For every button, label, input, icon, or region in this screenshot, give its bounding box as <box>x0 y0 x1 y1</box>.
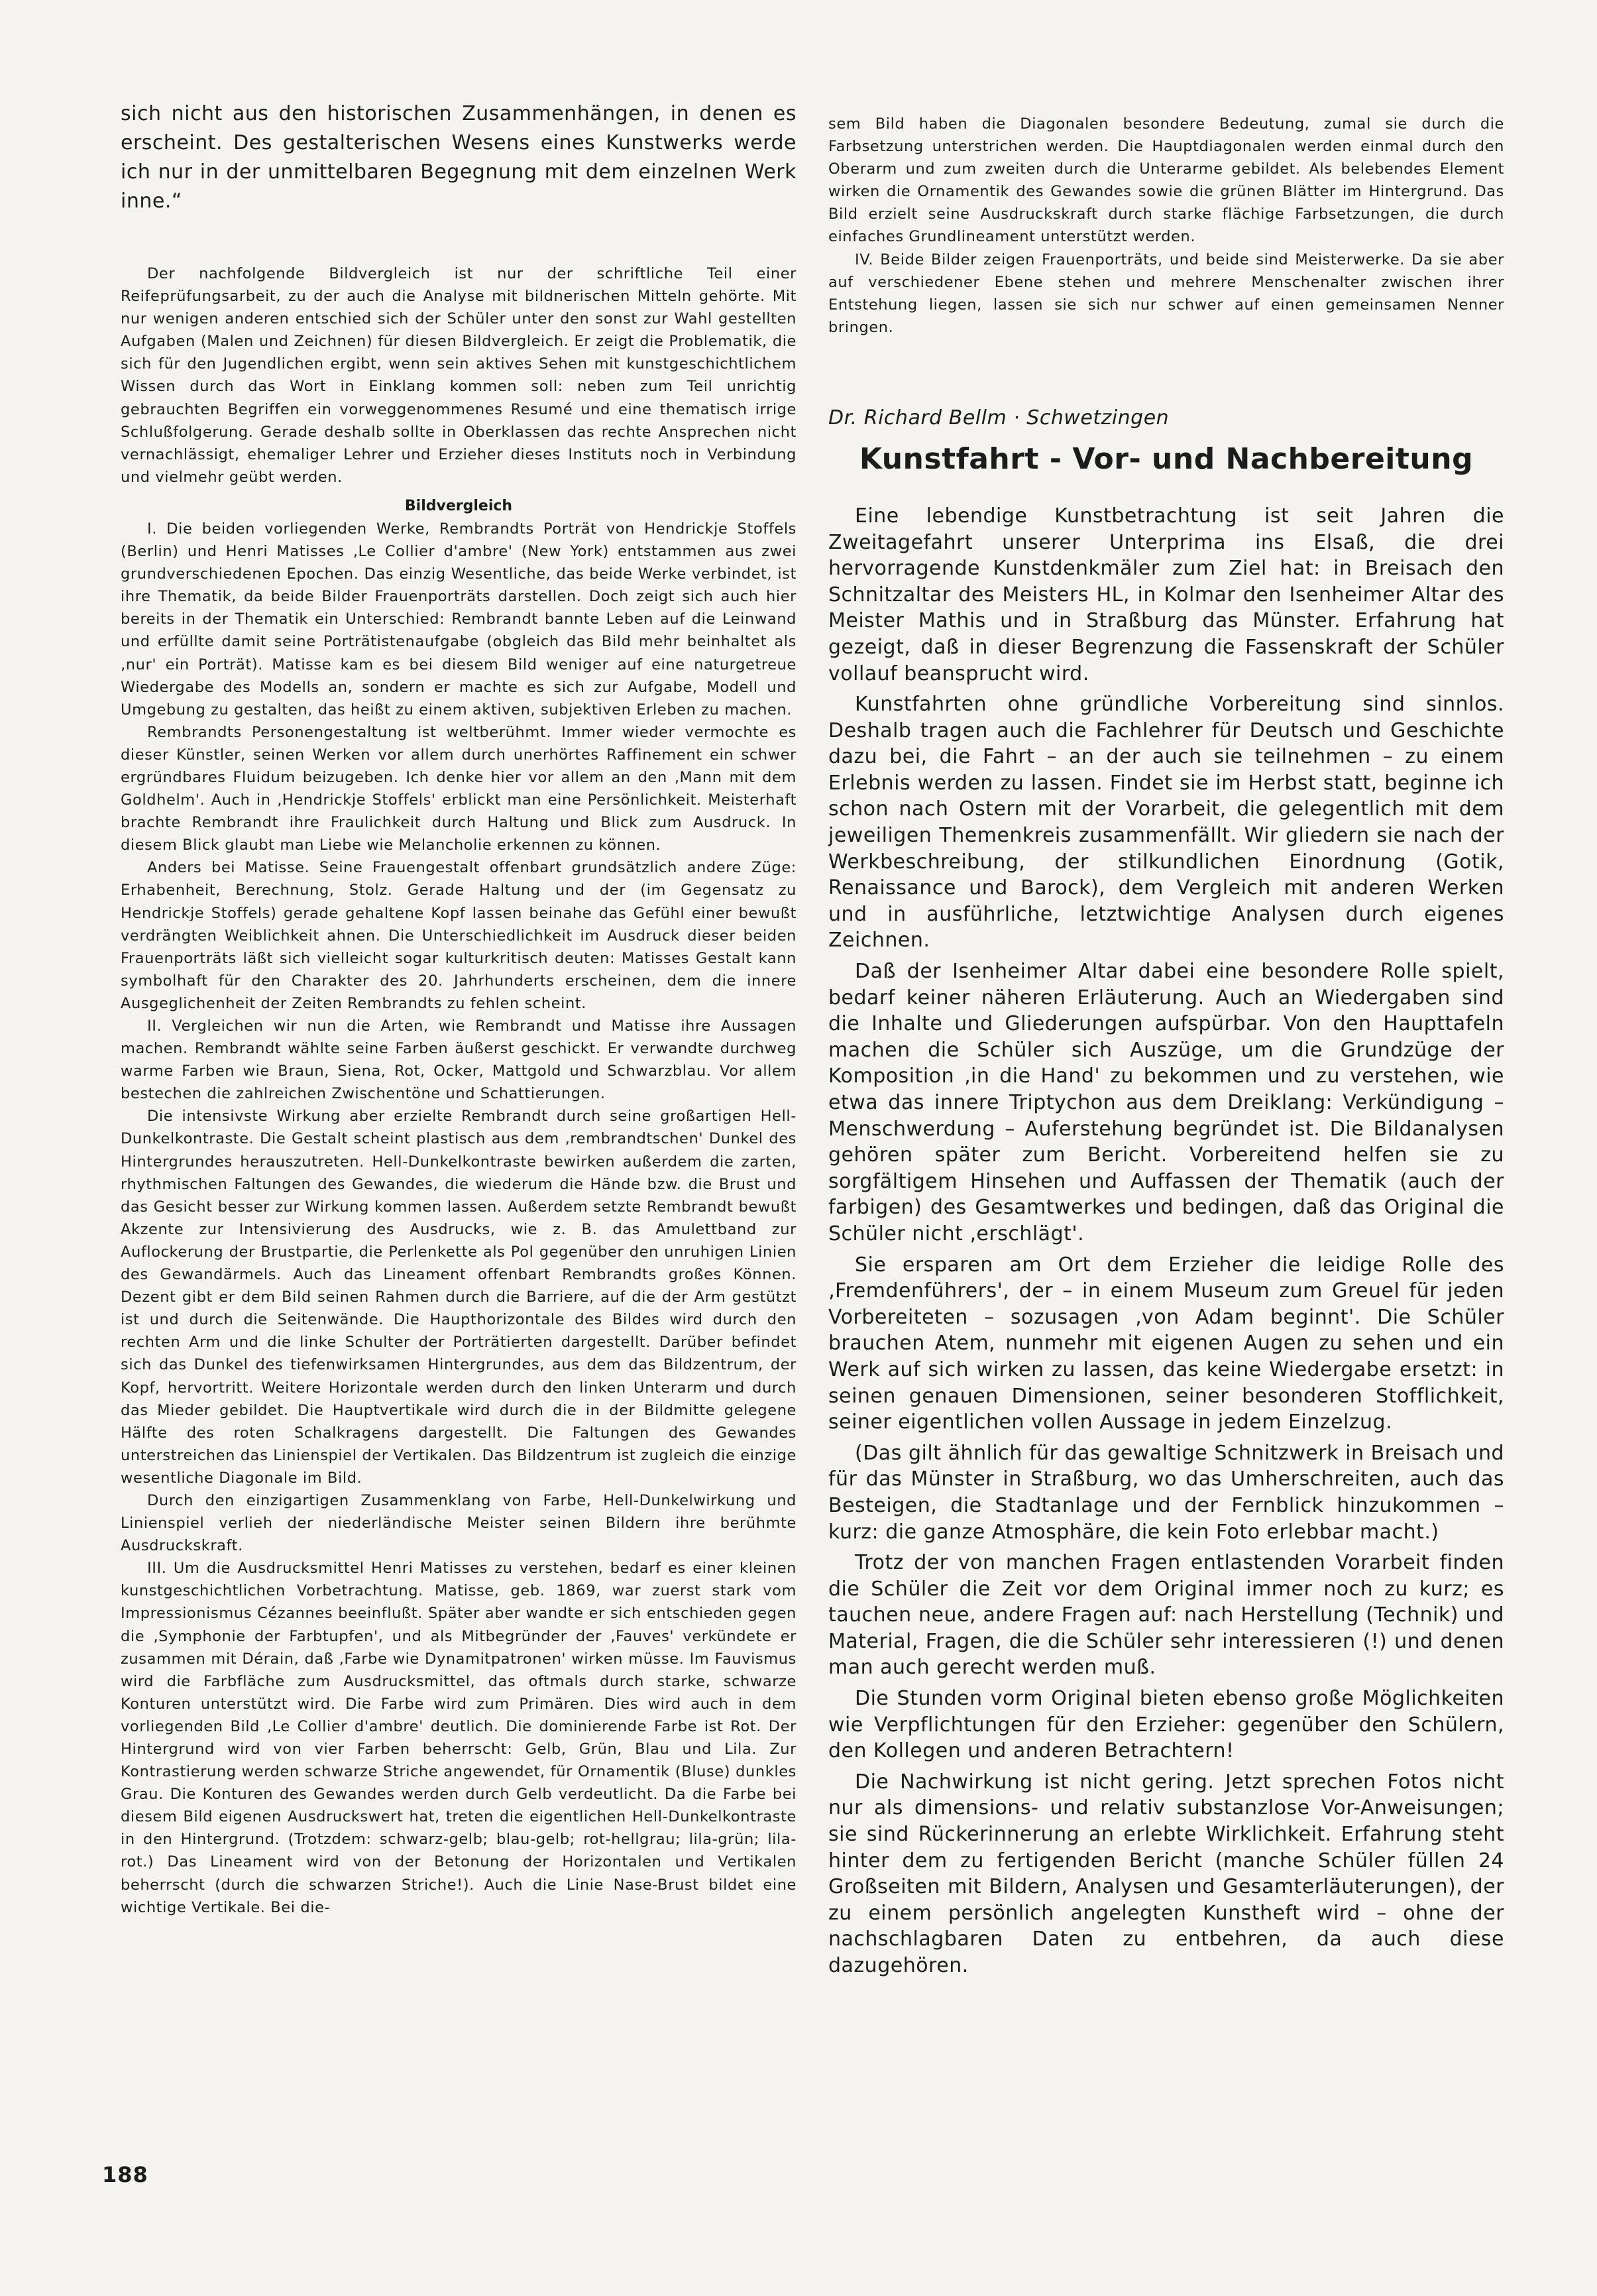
paragraph: Anders bei Matisse. Seine Frauengestalt offenbart grundsätzlich andere Züge: Erhabenheit, Berechnung, Stolz. Gerade Haltung und der (im Gegensatz zu Hendrickje Stoffels) gerade gehaltene Kopf lassen beinahe das Gefühl einer bewußt verdrängten Weiblichkeit ahnen. Die Unterschiedlichkeit im Ausdruck dieser beiden Frauenporträts läßt sich vielleicht sogar kulturkritisch deuten: Matisses Gestalt kann symbolhaft für den Charakter des 20. Jahrhunderts erscheinen, dem die innere Ausgeglichenheit der Zeiten Rembrandts zu fehlen scheint. <box>121 859 797 1012</box>
preface-text: Der nachfolgende Bildvergleich ist nur der schriftliche Teil einer Reifeprüfungsarbeit, zu der auch die Analyse mit bildnerischen Mitteln gehörte. Mit nur wenigen anderen entschied sich der Schüler unter den sonst zur Wahl gestellten Aufgaben (Malen und Zeichnen) für diesen Bildvergleich. Er zeigt die Problematik, die sich für den Jugendlichen ergibt, wenn sein aktives Sehen mit kunstgeschichtlichem Wissen durch das Wort in Einklang kommen soll: neben zum Teil unrichtig gebrauchten Begriffen ein vorweggenommenes Resumé und eine thematisch irrige Schlußfolgerung. Gerade deshalb sollte in Oberklassen das rechte Ansprechen nicht vernachlässigt, ehemaliger Lehrer und Erzieher dieses Instituts noch in Verbindung und vielmehr geübt werden. <box>121 265 797 486</box>
article-body <box>828 503 1504 1979</box>
article-author: Dr. Richard Bellm · Schwetzingen <box>828 406 1170 430</box>
paragraph: Rembrandts Personengestaltung ist weltberühmt. Immer wieder vermochte es dieser Künstler, seinen Werken vor allem durch unerhörtes Raffinement ein schwer ergründbares Fluidum beizugeben. Ich denke hier vor allem an den ‚Mann mit dem Goldhelm'. Auch in ‚Hendrickje Stoffels' erblickt man eine Persönlichkeit. Meisterhaft brachte Rembrandt ihre Fraulichkeit durch Haltung und Blick zum Ausdruck. In diesem Blick glaubt man Liebe wie Melancholie erkennen zu können. <box>121 723 797 854</box>
paragraph: Die intensivste Wirkung aber erzielte Rembrandt durch seine großartigen Hell-Dunkelkontraste. Die Gestalt scheint plastisch aus dem ‚rembrandtschen' Dunkel des Hintergrundes herauszutreten. Hell-Dunkelkontraste bewirken außerdem die zarten, rhythmischen Faltungen des Gewandes, die wiederum die Hände bzw. die Brust und das Gesicht besser zur Wirkung kommen lassen. Außerdem setzte Rembrandt bewußt Akzente zur Intensivierung des Ausdrucks, wie z. B. das Amulettband zur Auflockerung der Brustpartie, die Perlenkette als Pol gegenüber den unruhigen Linien des Gewandärmels. Auch das Lineament offenbart Rembrandts großes Können. Dezent gibt er dem Bild seinen Rahmen durch die Barriere, auf die der Arm gestützt ist und durch die Seitenwände. Die Haupthorizontale des Bildes wird durch den rechten Arm und die linke Schulter der Porträtierten dargestellt. Darüber befindet sich das Dunkel des tiefenwirksamen Hintergrundes, aus dem das Bildzentrum, der Kopf, hervortritt. Weitere Horizontale werden durch den linken Unterarm und durch das Mieder gebildet. Die Hauptvertikale wird durch die in der Bildmitte gelegene Hälfte des roten Schalkragens dargestellt. Die Faltungen des Gewandes unterstreichen das Linienspiel der Vertikalen. Das Bildzentrum ist zugleich die einzige wesentliche Diagonale im Bild. <box>121 1108 797 1487</box>
paragraph: I. Die beiden vorliegenden Werke, Rembrandts Porträt von Hendrickje Stoffels (Berlin) und Henri Matisses ‚Le Collier d'ambre' (New York) entstammen aus zwei grundverschiedenen Epochen. Das einzig Wesentliche, das beide Werke verbindet, ist ihre Thematik, da beide Bilder Frauenporträts darstellen. Doch zeigt sich auch hier bereits in der Thematik ein Unterschied: Rembrandt bannte Leben auf die Leinwand und erfüllte damit seine Porträtistenaufgabe (obgleich das Bild mehr beinhaltet als ‚nur' ein Porträt). Matisse kam es bei diesem Bild weniger auf eine naturgetreue Wiedergabe des Modells an, sondern er machte es sich zur Aufgabe, Modell und Umgebung zu gestalten, das heißt zu einem aktiven, subjektiven Erleben zu machen. <box>121 520 797 718</box>
bildvergleich-text <box>121 518 797 1919</box>
paragraph: Trotz der von manchen Fragen entlastenden Vorarbeit finden die Schüler die Zeit vor dem Original immer noch zu kurz; es tauchen neue, andere Fragen auf: nach Herstellung (Technik) und Material, Fragen, die die Schüler sehr interessieren (!) und denen man auch gerecht werden muß. <box>828 1551 1504 1680</box>
article-title: Kunstfahrt - Vor- und Nachbereitung <box>859 441 1474 476</box>
paragraph: IV. Beide Bilder zeigen Frauenporträts, und beide sind Meisterwerke. Da sie aber auf verschiedener Ebene stehen und mehrere Menschenalter zwischen ihrer Entstehung liegen, lassen sie sich nur schwer auf einen gemeinsamen Nenner bringen. <box>828 251 1504 336</box>
paragraph: Die Nachwirkung ist nicht gering. Jetzt sprechen Fotos nicht nur als dimensions- und relativ substanzlose Vor-Anweisungen; sie sind Rückerinnerung an erlebte Wirklichkeit. Erfahrung steht hinter dem zu fertigenden Bericht (manche Schüler füllen 24 Großseiten mit Bildern, Analysen und Gesamterläuterungen), der zu einem persönlich angelegten Kunstheft wird – ohne der nachschlagbaren Daten zu entbehren, da auch diese dazugehören. <box>828 1770 1504 1977</box>
preface-note <box>121 262 797 488</box>
paragraph: Daß der Isenheimer Altar dabei eine besondere Rolle spielt, bedarf keiner näheren Erläuterung. Auch an Wiedergaben sind die Inhalte und Gliederungen aufspürbar. Von den Haupttafeln machen die Schüler sich Auszüge, um die Grundzüge der Komposition ‚in die Hand' zu bekommen und zu verstehen, wie etwa das innere Triptychon aus dem Dreiklang: Verkündigung – Menschwerdung – Auferstehung begründet ist. Die Bildanalysen gehören später zum Bericht. Vorbereitend helfen sie zu sorgfältigem Hinsehen und Auffassen der Thematik (auch der farbigen) des Gesamtwerkes und bedingen, daß das Original die Schüler nicht ‚erschlägt'. <box>828 960 1504 1245</box>
paragraph: (Das gilt ähnlich für das gewaltige Schnitzwerk in Breisach und für das Münster in Straßburg, wo das Umherschreiten, auch das Besteigen, die Stadtanlage und der Fernblick hinzukommen – kurz: die ganze Atmosphäre, die kein Foto erlebbar macht.) <box>828 1441 1504 1544</box>
paragraph: Eine lebendige Kunstbetrachtung ist seit Jahren die Zweitagefahrt unserer Unterprima ins Elsaß, die drei hervorragende Kunstdenkmäler zum Ziel hat: in Breisach den Schnitzaltar des Meisters HL, in Kolmar den Isenheimer Altar des Meister Mathis und in Straßburg das Münster. Erfahrung hat gezeigt, daß in dieser Begrenzung die Fassenskraft der Schüler vollauf beansprucht wird. <box>828 504 1504 685</box>
paragraph: III. Um die Ausdrucksmittel Henri Matisses zu verstehen, bedarf es einer kleinen kunstgeschichtlichen Vorbetrachtung. Matisse, geb. 1869, war zuerst stark vom Impressionismus Cézannes beeinflußt. Später aber wandte er sich entschieden gegen die ‚Symphonie der Farbtupfen', und als Mitbegründer der ‚Fauves' verkündete er zusammen mit Dérain, daß ‚Farbe wie Dynamitpatronen' wirken müsse. Im Fauvismus wird die Farbfläche zum Ausdrucksmittel, das oftmals durch starke, schwarze Konturen unterstützt wird. Die Farbe wird zum Primären. Dies wird auch in dem vorliegenden Bild ‚Le Collier d'ambre' deutlich. Die dominierende Farbe ist Rot. Der Hintergrund wird von vier Farben beherrscht: Gelb, Grün, Blau und Lila. Zur Kontrastierung werden schwarze Striche angewendet, für Ornamentik (Bluse) dunkles Grau. Die Konturen des Gewandes werden durch Gelb verdeutlicht. Da die Farbe bei diesem Bild eigenen Ausdruckswert hat, treten die eigentlichen Hell-Dunkelkontraste in den Hintergrund. (Trotzdem: schwarz-gelb; blau-gelb; rot-hellgrau; lila-grün; lila-rot.) Das Lineament wird von der Betonung der Horizontalen und Vertikalen beherrscht (durch die schwarzen Striche!). Auch die Linie Nase-Brust bildet eine wichtige Vertikale. Bei die- <box>121 1560 797 1916</box>
page-number: 188 <box>102 2162 148 2187</box>
paragraph: II. Vergleichen wir nun die Arten, wie Rembrandt und Matisse ihre Aussagen machen. Rembrandt wählte seine Farben äußerst geschickt. Er verwandte durchweg warme Farben wie Braun, Siena, Rot, Ocker, Mattgold und Schwarzblau. Vor allem bestechen die zahlreichen Zwischentöne und Schattierungen. <box>121 1017 797 1103</box>
section-heading-bildvergleich: Bildvergleich <box>404 497 513 514</box>
paragraph: Durch den einzigartigen Zusammenklang von Farbe, Hell-Dunkelwirkung und Linienspiel verlieh der niederländische Meister seinen Bildern ihre berühmte Ausdruckskraft. <box>121 1491 797 1555</box>
paragraph: Kunstfahrten ohne gründliche Vorbereitung sind sinnlos. Deshalb tragen auch die Fachlehrer für Deutsch und Geschichte dazu bei, die Fahrt – an der auch sie teilnehmen – zu einem Erlebnis werden zu lassen. Findet sie im Herbst statt, beginne ich schon nach Ostern mit der Vorarbeit, die gelegentlich mit dem jeweiligen Themenkreis zusammenfällt. Wir gliedern sie nach der Werkbeschreibung, der stilkundlichen Einordnung (Gotik, Renaissance und Barock), dem Vergleich mit anderen Werken und in ausführliche, letztwichtige Analysen durch eigenes Zeichnen. <box>828 693 1504 952</box>
bildvergleich-continuation <box>828 113 1504 339</box>
paragraph: sem Bild haben die Diagonalen besondere Bedeutung, zumal sie durch die Farbsetzung unterstrichen werden. Die Hauptdiagonalen werden einmal durch den Oberarm und zum zweiten durch die Unterarme gebildet. Als belebendes Element wirken die Ornamentik des Gewandes sowie die grünen Blätter im Hintergrund. Das Bild erzielt seine Ausdruckskraft durch starke flächige Farbsetzungen, die durch einfaches Grundlineament unterstützt werden. <box>828 115 1504 246</box>
intro-quote: sich nicht aus den historischen Zusammenhängen, in denen es erscheint. Des gestalterischen Wesens eines Kunstwerks werde ich nur in der unmittelbaren Begegnung mit dem einzelnen Werk inne.“ <box>121 102 797 213</box>
left-column <box>121 99 797 1919</box>
paragraph: Die Stunden vorm Original bieten ebenso große Möglichkeiten wie Verpflichtungen für den Erzieher: gegenüber den Schülern, den Kollegen und anderen Betrachtern! <box>828 1687 1504 1763</box>
right-column <box>828 113 1504 1984</box>
paragraph: Sie ersparen am Ort dem Erzieher die leidige Rolle des ‚Fremdenführers', der – in einem Museum zum Greuel für jeden Vorbereiteten – sozusagen ‚von Adam beginnt'. Die Schüler brauchen Atem, nunmehr mit eigenen Augen zu sehen und ein Werk auf sich wirken zu lassen, das keine Wiedergabe ersetzt: in seinen genauen Dimensionen, seiner besonderen Stofflichkeit, seiner eigentlichen vollen Aussage in jedem Einzelzug. <box>828 1253 1504 1434</box>
